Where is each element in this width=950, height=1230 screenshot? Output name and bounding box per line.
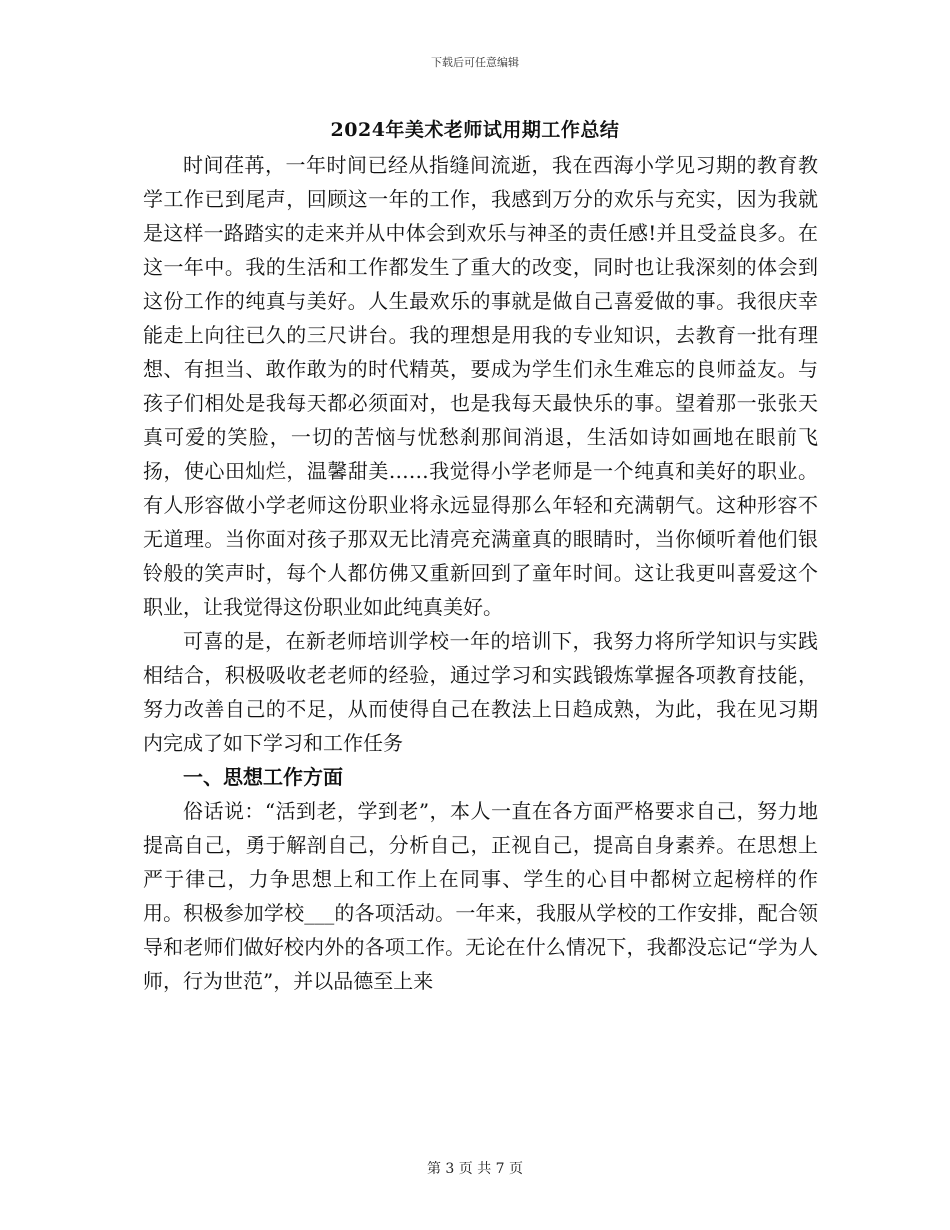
header-note: 下载后可任意编辑 bbox=[431, 56, 519, 69]
paragraph-ideology: 俗话说：“活到老，学到老”，本人一直在各方面严格要求自己，努力地提高自己，勇于解剖自己，分析自己，正视自己，提高自身素养。在思想上严于律己，力争思想上和工作上在同事、学生的心目中都树立起榜样的作用。积极参加学校___的各项活动。一年来，我服从学校的工作安排，配合领导和老师们做好校内外的各项工作。无论在什么情况下，我都没忘记“学为人师，行为世范”，并以品德至上来 bbox=[143, 799, 818, 993]
document-body bbox=[143, 148, 818, 998]
section-heading-ideology: 一、思想工作方面 bbox=[183, 765, 343, 789]
paragraph-intro: 时间荏苒，一年时间已经从指缝间流逝，我在西海小学见习期的教育教学工作已到尾声，回顾这一年的工作，我感到万分的欢乐与充实，因为我就是这样一路踏实的走来并从中体会到欢乐与神圣的责任感!并且受益良多。在这一年中。我的生活和工作都发生了重大的改变，同时也让我深刻的体会到这份工作的纯真与美好。人生最欢乐的事就是做自己喜爱做的事。我很庆幸能走上向往已久的三尺讲台。我的理想是用我的专业知识，去教育一批有理想、有担当、敢作敢为的时代精英，要成为学生们永生难忘的良师益友。与孩子们相处是我每天都必须面对，也是我每天最快乐的事。望着那一张张天真可爱的笑脸，一切的苦恼与忧愁刹那间消退，生活如诗如画地在眼前飞扬，使心田灿烂，温馨甜美……我觉得小学老师是一个纯真和美好的职业。有人形容做小学老师这份职业将永远显得那么年轻和充满朝气。这种形容不无道理。当你面对孩子那双无比清亮充满童真的眼睛时，当你倾听着他们银铃般的笑声时，每个人都仿佛又重新回到了童年时间。这让我更叫喜爱这个职业，让我觉得这份职业如此纯真美好。 bbox=[143, 153, 818, 619]
paragraph-training: 可喜的是，在新老师培训学校一年的培训下，我努力将所学知识与实践相结合，积极吸收老老师的经验，通过学习和实践锻炼掌握各项教育技能，努力改善自己的不足，从而使得自己在教法上日趋成熟，为此，我在见习期内完成了如下学习和工作任务 bbox=[143, 629, 818, 755]
document-title: 2024年美术老师试用期工作总结 bbox=[330, 119, 620, 141]
page-number-footer: 第 3 页 共 7 页 bbox=[426, 1161, 524, 1177]
